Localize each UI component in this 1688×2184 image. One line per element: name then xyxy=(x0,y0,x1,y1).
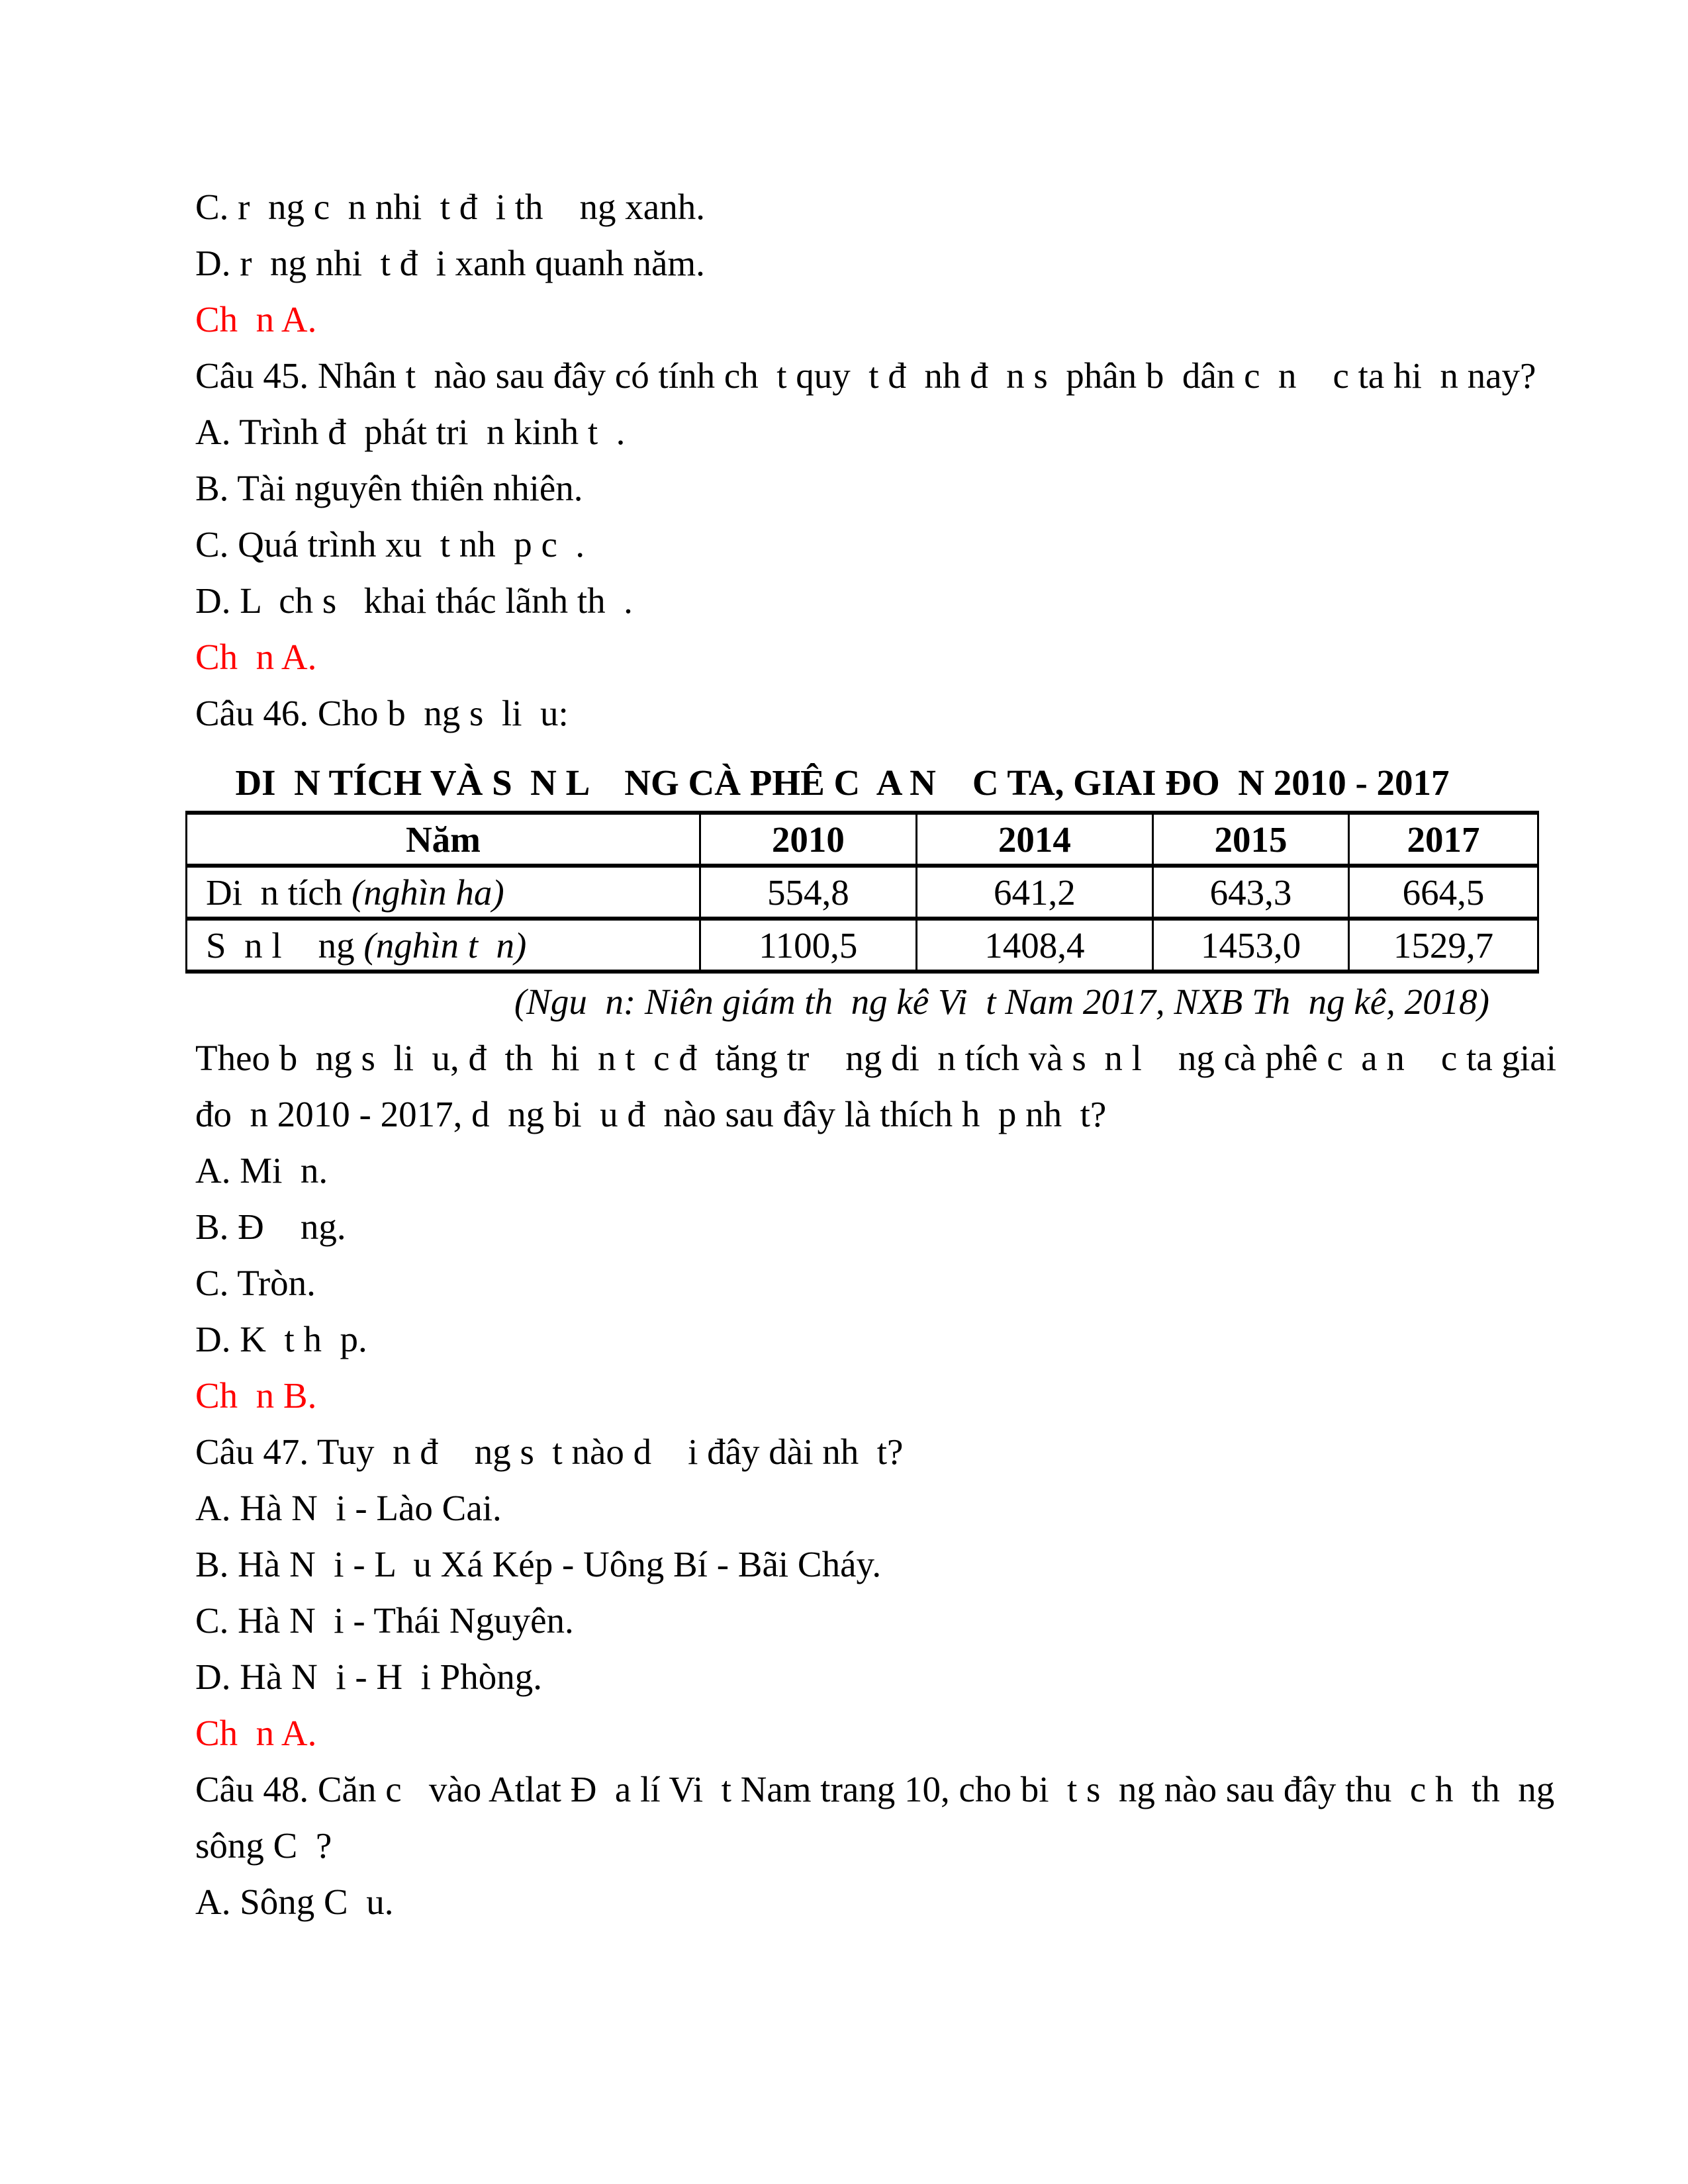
data-table xyxy=(185,811,1539,974)
table-row-production xyxy=(187,919,1538,972)
table-source: (Ngu n: Niên giám th ng kê Vi t Nam 2017, NXB Th ng kê, 2018) xyxy=(514,981,1489,1022)
question-46-text-line-2: đo n 2010 - 2017, d ng bi u đ nào sau đây là thích h p nh t? xyxy=(195,1094,1107,1134)
question-46-answer: Ch n B. xyxy=(195,1375,317,1416)
question-46-option-b: B. Đ ng. xyxy=(195,1206,346,1247)
table-header-2010: 2010 xyxy=(700,813,916,866)
question-47-option-c: C. Hà N i - Thái Nguyên. xyxy=(195,1600,574,1641)
row-area-unit: (nghìn ha) xyxy=(342,872,504,913)
table-header-year: Năm xyxy=(187,813,700,866)
question-46-option-d: D. K t h p. xyxy=(195,1319,367,1359)
question-46-option-a: A. Mi n. xyxy=(195,1150,328,1191)
table-row-area xyxy=(187,866,1538,919)
area-2014: 641,2 xyxy=(916,866,1152,919)
area-2010: 554,8 xyxy=(700,866,916,919)
question-44-option-c: C. r ng c n nhi t đ i th ng xanh. xyxy=(195,187,705,227)
question-45-text: Câu 45. Nhân t nào sau đây có tính ch t quy t đ nh đ n s phân b dân c n c ta hi n nay? xyxy=(195,355,1536,396)
question-47-option-a: A. Hà N i - Lào Cai. xyxy=(195,1488,502,1528)
table-header-2015: 2015 xyxy=(1153,813,1349,866)
question-47-answer: Ch n A. xyxy=(195,1713,317,1753)
question-45-option-b: B. Tài nguyên thiên nhiên. xyxy=(195,468,583,508)
area-2017: 664,5 xyxy=(1349,866,1538,919)
question-47-option-b: B. Hà N i - L u Xá Kép - Uông Bí - Bãi Cháy. xyxy=(195,1544,882,1584)
table-title: DI N TÍCH VÀ S N L NG CÀ PHÊ C A N C TA, GIAI ĐO N 2010 - 2017 xyxy=(235,762,1450,803)
question-48-text-line-1: Câu 48. Căn c vào Atlat Đ a lí Vi t Nam trang 10, cho bi t s ng nào sau đây thu c h th ng xyxy=(195,1769,1555,1809)
row-production-unit: (nghìn t n) xyxy=(354,925,527,966)
question-44-answer: Ch n A. xyxy=(195,299,317,340)
question-44-option-d: D. r ng nhi t đ i xanh quanh năm. xyxy=(195,243,705,283)
row-production-label: S n l ng (nghìn t n) xyxy=(187,919,700,972)
table-header-row xyxy=(187,813,1538,866)
row-area-label: Di n tích (nghìn ha) xyxy=(187,866,700,919)
question-45-option-c: C. Quá trình xu t nh p c . xyxy=(195,524,585,565)
table-header-2017: 2017 xyxy=(1349,813,1538,866)
production-2017: 1529,7 xyxy=(1349,919,1538,972)
question-47-option-d: D. Hà N i - H i Phòng. xyxy=(195,1657,543,1697)
question-48-text-line-2: sông C ? xyxy=(195,1825,332,1866)
area-2015: 643,3 xyxy=(1153,866,1349,919)
table-header-2014: 2014 xyxy=(916,813,1152,866)
question-46-option-c: C. Tròn. xyxy=(195,1263,316,1303)
question-46-intro: Câu 46. Cho b ng s li u: xyxy=(195,693,569,733)
production-2014: 1408,4 xyxy=(916,919,1152,972)
question-45-option-d: D. L ch s khai thác lãnh th . xyxy=(195,580,633,621)
production-2015: 1453,0 xyxy=(1153,919,1349,972)
production-2010: 1100,5 xyxy=(700,919,916,972)
question-48-option-a: A. Sông C u. xyxy=(195,1882,394,1922)
question-46-text-line-1: Theo b ng s li u, đ th hi n t c đ tăng tr ng di n tích và s n l ng cà phê c a n c ta giai xyxy=(195,1038,1557,1078)
question-45-option-a: A. Trình đ phát tri n kinh t . xyxy=(195,412,626,452)
question-47-text: Câu 47. Tuy n đ ng s t nào d i đây dài nh t? xyxy=(195,1432,904,1472)
question-45-answer: Ch n A. xyxy=(195,637,317,677)
